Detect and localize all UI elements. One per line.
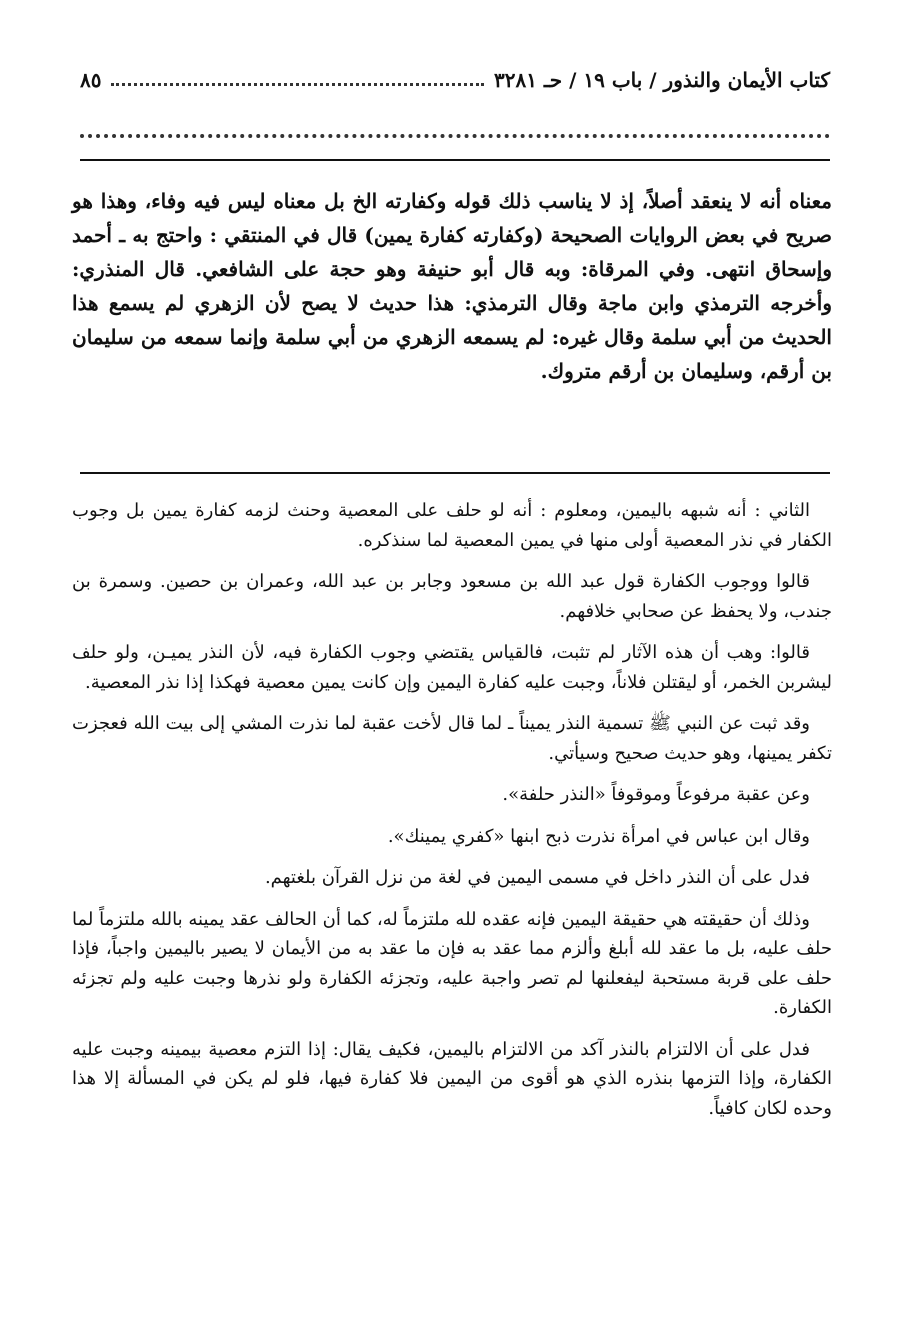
- top-rule: [80, 159, 830, 161]
- paragraph: وقد ثبت عن النبي ﷺ تسمية النذر يميناً ـ لما قال لأخت عقبة لما نذرت المشي إلى بيت الله فعجزت تكفر يمينها، وهو حديث صحيح وسيأتي.: [72, 713, 832, 764]
- paragraph: فدل على أن النذر داخل في مسمى اليمين في لغة من نزل القرآن بلغتهم.: [264, 867, 810, 888]
- paragraph: الثاني : أنه شبهه باليمين، ومعلوم : أنه لو حلف على المعصية وحنث لزمه كفارة يمين بل وجوب الكفار في نذر المعصية أولى منها في يمين المعصية لما سنذكره.: [72, 500, 832, 551]
- commentary-block: [72, 184, 832, 388]
- dotted-separator: [80, 126, 830, 138]
- main-text: [72, 496, 832, 1135]
- page-header: [80, 62, 830, 98]
- page-number: ٨٥: [80, 68, 102, 92]
- paragraph: قالوا: وهب أن هذه الآثار لم تثبت، فالقياس يقتضي وجوب الكفارة فيه، لأن النذر يميـن، ولو حلف ليشربن الخمر، أو ليقتلن فلاناً، وجبت عليه كفارة اليمين وإن كانت يمين معصية فهكذا إذا نذر المعصية.: [72, 642, 832, 693]
- section-rule: [80, 472, 830, 474]
- paragraph: قالوا ووجوب الكفارة قول عبد الله بن مسعود وجابر بن عبد الله، وعمران بن حصين. وسمرة بن جندب، ولا يحفظ عن صحابي خلافهم.: [72, 571, 832, 622]
- commentary-text: معناه أنه لا ينعقد أصلاً، إذ لا يناسب ذلك قوله وكفارته الخ بل معناه ليس فيه وفاء، وهذا هو صريح في بعض الروايات الصحيحة (وكفارته كفارة يمين) قال في المنتقي : واحتج به ـ أحمد وإسحاق انتهى. وفي المرقاة: وبه قال أبو حنيفة وهو حجة على الشافعي. قال المنذري: وأخرجه الترمذي وابن ماجة وقال الترمذي: هذا حديث لا يصح لأن الزهري لم يسمع هذا الحديث من أبي سلمة وقال غيره: لم يسمعه الزهري من أبي سلمة وإنما سمعه من سليمان بن أرقم، وسليمان بن أرقم متروك.: [72, 189, 832, 383]
- paragraph: وذلك أن حقيقته هي حقيقة اليمين فإنه عقده لله ملتزماً له، كما أن الحالف عقد يمينه بالله ملتزماً لما حلف عليه، بل ما عقد لله أبلغ وألزم مما عقد به فإن ما عقد به من الأيمان لا يصير باليمين واجباً، فإذا حلف على قربة مستحبة ليفعلنها لم تصر واجبة عليه، وتجزئه الكفارة ولو نذرها وجبت عليه ولم تجزئه الكفارة.: [72, 908, 832, 1018]
- paragraph: وقال ابن عباس في امرأة نذرت ذبح ابنها «كفري يمينك».: [387, 825, 810, 847]
- dotted-leader: [111, 83, 484, 86]
- running-title: كتاب الأيمان والنذور / باب ١٩ / حـ ٣٢٨١: [494, 68, 830, 92]
- paragraph: فدل على أن الالتزام بالنذر آكد من الالتزام باليمين، فكيف يقال: إذا التزم معصية بيمينه وجبت عليه الكفارة، وإذا التزمها بنذره الذي هو أقوى من اليمين فلا كفارة فيها، فلو لم يكن في المسألة إلا هذا وحده لكان كافياً.: [72, 1038, 833, 1119]
- paragraph: وعن عقبة مرفوعاً وموقوفاً «النذر حلفة».: [502, 784, 810, 805]
